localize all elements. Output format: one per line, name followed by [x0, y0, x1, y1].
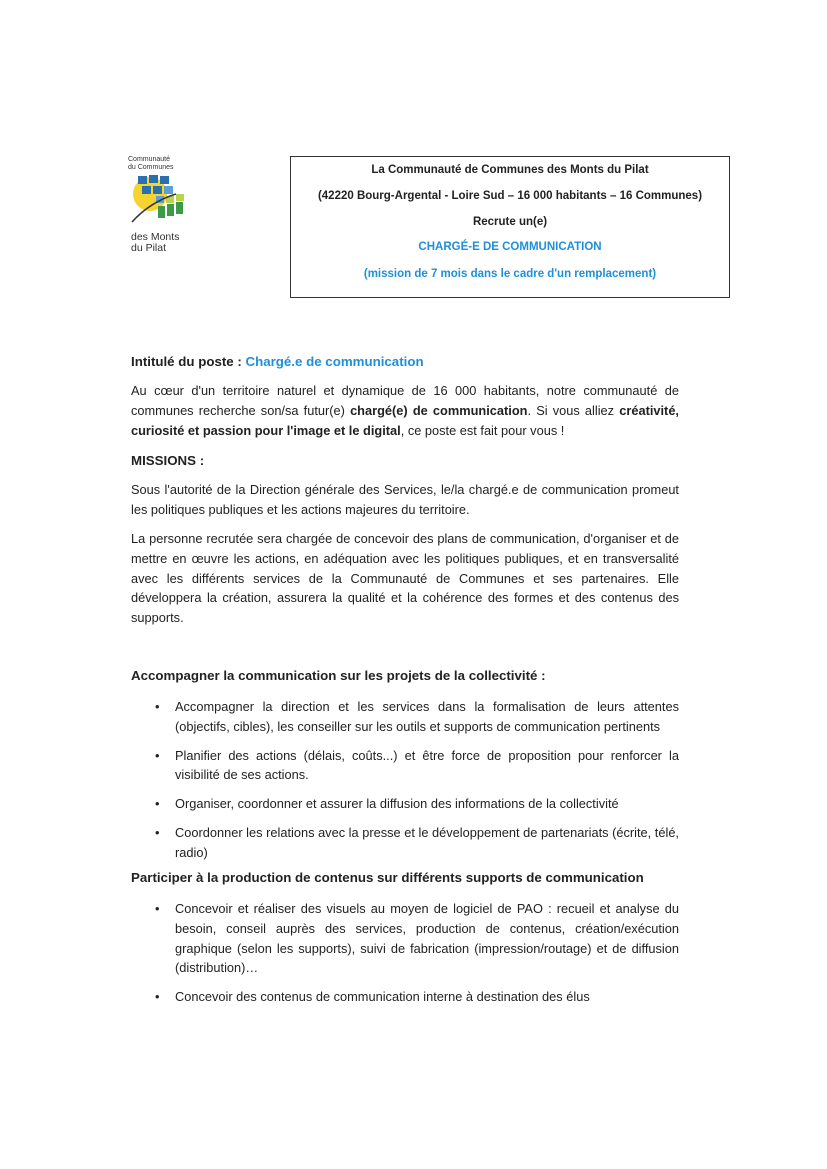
section1-list: [131, 697, 679, 872]
list-item: • Planifier des actions (délais, coûts...) et être force de proposition pour renforcer la visibilité de ses actions.: [155, 747, 679, 783]
section1-heading: Accompagner la communication sur les projets de la collectivité :: [131, 668, 546, 683]
section2-list: [131, 899, 679, 1016]
logo-text: des Monts du Pilat: [131, 231, 180, 254]
missions-para-2: La personne recrutée sera chargée de concevoir des plans de communication, d'organiser et de mettre en œuvre les actions, en adéquation avec les politiques publiques, et en transversalité avec les différents services de la Communauté de Communes et ses partenaires. Elle développera la création, assurera la qualité et la cohérence des formes et des contenus des supports.: [131, 531, 679, 626]
header-box: [290, 156, 730, 298]
intro-paragraph: Au cœur d'un territoire naturel et dynamique de 16 000 habitants, notre communauté de communes recherche son/sa futur(e) chargé(e) de communication. Si vous alliez créativité, curiosité et passion pour l'image et le digital, ce poste est fait pour vous !: [131, 383, 679, 438]
logo-graphic-icon: [130, 172, 190, 224]
recruits: Recrute un(e): [472, 216, 548, 228]
missions-para-1: Sous l'autorité de la Direction générale des Services, le/la chargé.e de communication promeut les politiques publiques et les actions majeures du territoire.: [131, 482, 679, 517]
org-name: La Communauté de Communes des Monts du Pilat: [371, 164, 649, 176]
location: (42220 Bourg-Argental - Loire Sud – 16 000 habitants – 16 Communes): [317, 190, 703, 202]
logo-text: du Communes: [128, 164, 174, 171]
position-title: Intitulé du poste : Chargé.e de communication: [131, 354, 424, 369]
missions-heading: MISSIONS :: [131, 453, 205, 468]
job-title: CHARGÉ-E DE COMMUNICATION: [418, 241, 602, 253]
mission-duration: (mission de 7 mois dans le cadre d'un remplacement): [363, 268, 657, 280]
list-item: • Organiser, coordonner et assurer la diffusion des informations de la collectivité: [155, 796, 619, 812]
list-item: • Coordonner les relations avec la presse et le développement de partenariats (écrite, télé, radio): [155, 824, 679, 860]
section2-heading: Participer à la production de contenus sur différents supports de communication: [131, 870, 644, 885]
logo-text: Communauté: [128, 156, 171, 163]
list-item: • Concevoir et réaliser des visuels au moyen de logiciel de PAO : recueil et analyse du besoin, conseil auprès des services, production de contenus, création/exécution graphique (selon les supports), suivi de fabrication (impression/routage) et de diffusion (distribution)…: [155, 901, 679, 976]
logo: [128, 156, 194, 256]
list-item: • Concevoir des contenus de communication interne à destination des élus: [155, 989, 590, 1005]
list-item: • Accompagner la direction et les services dans la formalisation de leurs attentes (objectifs, cibles), les conseiller sur les outils et supports de communication pertinents: [155, 699, 679, 734]
